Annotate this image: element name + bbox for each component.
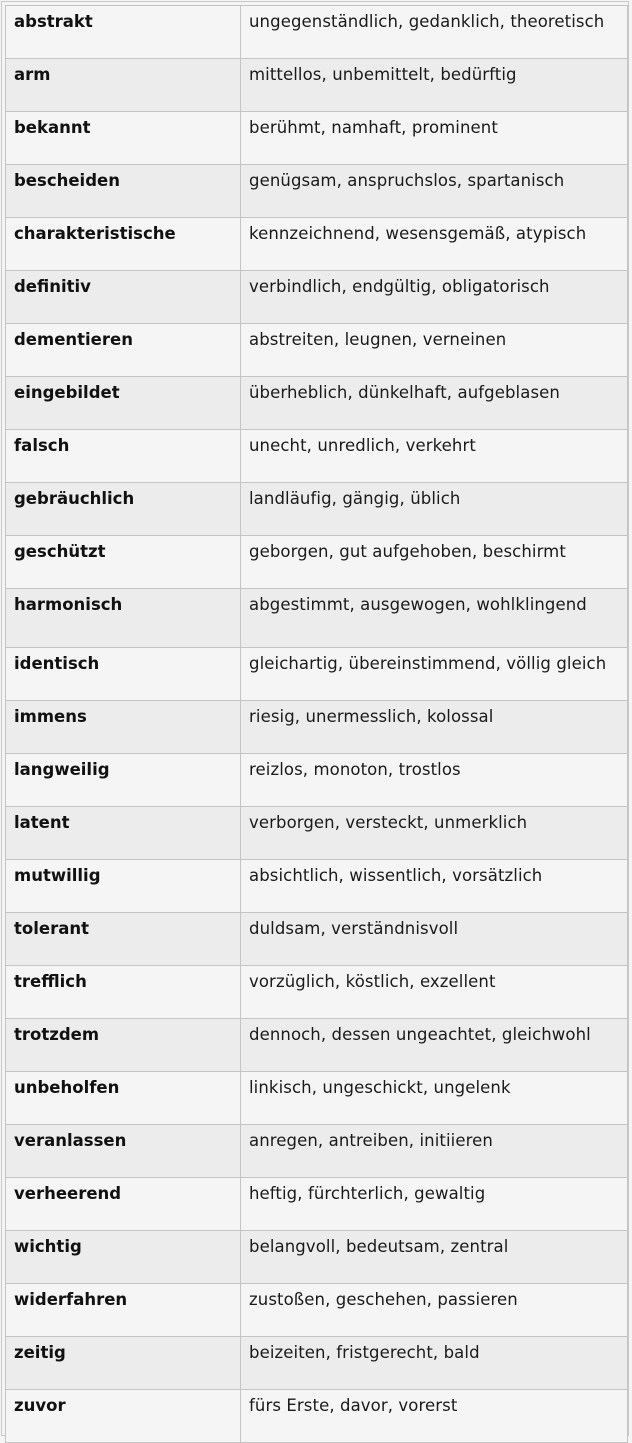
synonyms-cell: verborgen, versteckt, unmerklich xyxy=(241,807,628,860)
word-cell: arm xyxy=(6,59,241,112)
word-cell: langweilig xyxy=(6,754,241,807)
table-row xyxy=(6,1019,628,1072)
synonyms-cell: beizeiten, fristgerecht, bald xyxy=(241,1337,628,1390)
table-row xyxy=(6,430,628,483)
synonyms-cell: landläufig, gängig, üblich xyxy=(241,483,628,536)
table-row xyxy=(6,1337,628,1390)
word-cell: definitiv xyxy=(6,271,241,324)
synonyms-cell: geborgen, gut aufgehoben, beschirmt xyxy=(241,536,628,589)
word-cell: dementieren xyxy=(6,324,241,377)
word-cell: verheerend xyxy=(6,1178,241,1231)
table-row xyxy=(6,1231,628,1284)
synonyms-cell: gleichartig, übereinstimmend, völlig gleich xyxy=(241,648,628,701)
synonyms-cell: zustoßen, geschehen, passieren xyxy=(241,1284,628,1337)
table-row xyxy=(6,59,628,112)
word-cell: trotzdem xyxy=(6,1019,241,1072)
synonyms-cell: duldsam, verständnisvoll xyxy=(241,913,628,966)
word-cell: unbeholfen xyxy=(6,1072,241,1125)
table-row xyxy=(6,218,628,271)
table-row xyxy=(6,1072,628,1125)
table-row xyxy=(6,807,628,860)
word-cell: charakteristische xyxy=(6,218,241,271)
table-row xyxy=(6,1125,628,1178)
word-cell: identisch xyxy=(6,648,241,701)
table-row xyxy=(6,1390,628,1443)
word-cell: wichtig xyxy=(6,1231,241,1284)
word-cell: widerfahren xyxy=(6,1284,241,1337)
synonyms-cell: fürs Erste, davor, vorerst xyxy=(241,1390,628,1443)
word-cell: latent xyxy=(6,807,241,860)
word-cell: bescheiden xyxy=(6,165,241,218)
synonyms-cell: reizlos, monoton, trostlos xyxy=(241,754,628,807)
word-cell: mutwillig xyxy=(6,860,241,913)
table-row xyxy=(6,1178,628,1231)
word-cell: veranlassen xyxy=(6,1125,241,1178)
table-row xyxy=(6,6,628,59)
synonyms-cell: abgestimmt, ausgewogen, wohlklingend xyxy=(241,589,628,648)
table-row xyxy=(6,754,628,807)
table-row xyxy=(6,701,628,754)
word-cell: harmonisch xyxy=(6,589,241,648)
word-cell: trefflich xyxy=(6,966,241,1019)
synonyms-cell: abstreiten, leugnen, verneinen xyxy=(241,324,628,377)
synonyms-cell: absichtlich, wissentlich, vorsätzlich xyxy=(241,860,628,913)
table-row xyxy=(6,1284,628,1337)
word-cell: zuvor xyxy=(6,1390,241,1443)
synonyms-cell: anregen, antreiben, initiieren xyxy=(241,1125,628,1178)
table-row xyxy=(6,860,628,913)
synonyms-cell: ungegenständlich, gedanklich, theoretisch xyxy=(241,6,628,59)
table-row xyxy=(6,483,628,536)
synonyms-cell: genügsam, anspruchslos, spartanisch xyxy=(241,165,628,218)
word-cell: geschützt xyxy=(6,536,241,589)
synonyms-cell: überheblich, dünkelhaft, aufgeblasen xyxy=(241,377,628,430)
synonyms-cell: vorzüglich, köstlich, exzellent xyxy=(241,966,628,1019)
word-cell: tolerant xyxy=(6,913,241,966)
synonyms-cell: mittellos, unbemittelt, bedürftig xyxy=(241,59,628,112)
word-cell: bekannt xyxy=(6,112,241,165)
synonyms-cell: linkisch, ungeschickt, ungelenk xyxy=(241,1072,628,1125)
synonyms-cell: berühmt, namhaft, prominent xyxy=(241,112,628,165)
synonym-table-body xyxy=(6,6,628,1443)
word-cell: immens xyxy=(6,701,241,754)
table-row xyxy=(6,966,628,1019)
word-cell: abstrakt xyxy=(6,6,241,59)
synonyms-cell: riesig, unermesslich, kolossal xyxy=(241,701,628,754)
word-cell: falsch xyxy=(6,430,241,483)
word-cell: gebräuchlich xyxy=(6,483,241,536)
table-row xyxy=(6,165,628,218)
table-row xyxy=(6,377,628,430)
table-row xyxy=(6,271,628,324)
synonyms-cell: unecht, unredlich, verkehrt xyxy=(241,430,628,483)
synonyms-cell: heftig, fürchterlich, gewaltig xyxy=(241,1178,628,1231)
synonyms-cell: belangvoll, bedeutsam, zentral xyxy=(241,1231,628,1284)
synonyms-cell: verbindlich, endgültig, obligatorisch xyxy=(241,271,628,324)
table-row xyxy=(6,536,628,589)
word-cell: eingebildet xyxy=(6,377,241,430)
synonyms-cell: kennzeichnend, wesensgemäß, atypisch xyxy=(241,218,628,271)
table-row xyxy=(6,589,628,648)
table-row xyxy=(6,913,628,966)
table-row xyxy=(6,324,628,377)
table-row xyxy=(6,648,628,701)
word-cell: zeitig xyxy=(6,1337,241,1390)
synonym-table xyxy=(5,5,628,1443)
synonyms-cell: dennoch, dessen ungeachtet, gleichwohl xyxy=(241,1019,628,1072)
table-row xyxy=(6,112,628,165)
